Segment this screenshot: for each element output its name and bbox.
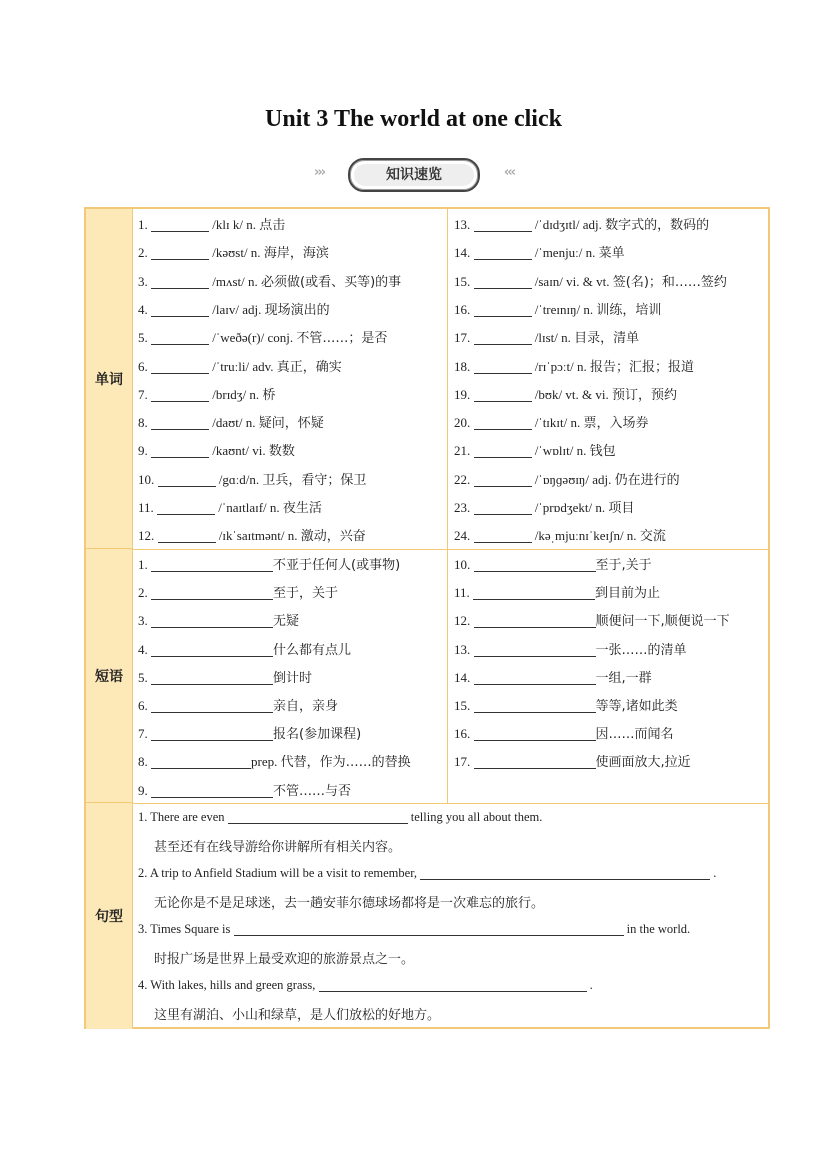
meaning: 签(名)；和……签约 [612,274,727,290]
meaning: 因……而闻名 [595,727,674,743]
vocab-item [138,353,342,381]
answer-blank[interactable] [151,557,273,572]
answer-blank[interactable] [151,698,273,713]
item-number: 14. [454,669,474,685]
sentence-end: telling you all about them. [407,810,543,824]
answer-blank[interactable] [151,613,273,628]
meaning: 无疑 [273,614,300,630]
answer-blank[interactable] [157,500,215,515]
answer-blank[interactable] [319,977,587,992]
item-number: 10. [138,471,158,487]
answer-blank[interactable] [474,302,532,317]
item-number: 19. [454,386,474,402]
arrows-left-icon: ‹‹‹ [503,165,514,180]
answer-blank[interactable] [474,642,596,657]
phonetic: /ˈweðə(r)/ conj. [209,330,297,346]
banner-label: 知识速览 [354,164,474,186]
meaning: 数数 [268,444,295,460]
knowledge-table [84,207,770,1029]
item-number: 11. [138,500,158,515]
item-number: 2. [138,585,151,601]
answer-blank[interactable] [474,472,532,487]
answer-blank[interactable] [151,415,209,430]
phonetic: /bʊk/ vt. & vi. [531,386,612,402]
item-number: 7. [138,386,151,402]
phonetic: /ˈɒŋɡəʊɪŋ/ adj. [531,471,615,487]
item-number: 12. [138,528,158,544]
phrase-item [454,720,674,748]
vocab-item [454,381,677,409]
meaning: 亲自，亲身 [273,699,339,714]
vocab-item [138,437,295,465]
vocab-item [138,466,366,494]
answer-blank[interactable] [474,245,532,260]
meaning: 预订，预约 [611,387,677,403]
meaning: 不亚于任何人(或事物) [273,558,401,573]
sentence-start: Times Square is [150,922,234,936]
sentence-start: There are even [150,810,228,824]
item-number: 16. [454,726,474,742]
meaning: 交流 [639,529,666,545]
item-number: 4. [138,978,151,992]
part-of-speech: prep. [251,754,281,770]
meaning: 点击 [259,218,286,233]
answer-blank[interactable] [151,670,273,685]
meaning: 训练，培训 [596,302,662,318]
meaning: 钱包 [589,444,616,460]
divider [132,209,133,1029]
answer-blank[interactable] [234,921,624,936]
meaning: 不管……；是否 [296,331,388,347]
answer-blank[interactable] [474,387,532,402]
meaning: 目录，清单 [574,331,640,347]
meaning: 一张……的清单 [595,642,687,658]
item-number: 8. [138,415,151,431]
vocab-item [138,211,285,239]
answer-blank[interactable] [151,245,209,260]
item-number: 5. [138,669,151,685]
arrows-right-icon: ››› [314,165,325,180]
phonetic: /ˈtɪkɪt/ n. [531,415,584,431]
meaning: 真正，确实 [276,359,342,375]
vocab-item [454,353,694,381]
item-number: 1. [138,810,151,824]
sentence-item [138,977,593,993]
item-number: 24. [454,528,474,544]
phonetic: /ˈprɒdʒekt/ n. [531,500,609,515]
answer-blank[interactable] [474,330,532,345]
phonetic: /brɪdʒ/ n. [209,386,263,402]
answer-blank[interactable] [474,726,596,741]
phrase-item [454,579,660,607]
answer-blank[interactable] [473,585,595,600]
item-number: 10. [454,557,474,572]
phonetic: /laɪv/ adj. [209,301,265,317]
phrase-item [454,551,652,579]
phonetic: /saɪn/ vi. & vt. [531,273,613,289]
meaning: 至于，关于 [273,586,339,602]
meaning: 菜单 [598,246,625,262]
meaning: 到目前为止 [595,586,661,602]
item-number: 2. [138,866,150,880]
item-number: 13. [454,641,474,657]
answer-blank[interactable] [474,698,596,713]
page-title: Unit 3 The world at one click [265,106,562,132]
phrase-item [138,607,299,635]
phonetic: /mʌst/ n. [209,273,262,289]
category-sentence: 句型 [86,803,132,1029]
sentence-end: . [710,866,717,880]
meaning: 夜生活 [282,501,322,516]
sentence-translation: 时报广场是世界上最受欢迎的旅游景点之一。 [154,952,415,967]
item-number: 15. [454,698,474,713]
phonetic: /gɑːd/n. [215,471,263,487]
item-number: 22. [454,471,474,487]
sentence-translation: 甚至还有在线导游给你讲解所有相关内容。 [154,840,402,855]
phrase-item [138,551,400,579]
sentence-start: A trip to Anfield Stadium will be a visit to remember, [149,866,421,880]
category-phrase: 短语 [86,549,132,803]
phonetic: /lɪst/ n. [531,330,575,346]
sentence-end: . [586,978,593,992]
phonetic: /ˈtruːli/ adv. [209,358,277,374]
answer-blank[interactable] [151,783,273,798]
sentence-item [138,809,542,825]
item-number: 17. [454,330,474,346]
answer-blank[interactable] [151,359,209,374]
banner-pill [348,158,480,192]
item-number: 6. [138,698,151,713]
category-vocab: 单词 [86,209,132,549]
meaning: 报名(参加课程) [273,727,362,743]
item-number: 1. [138,217,151,232]
meaning: 现场演出的 [264,302,330,318]
sentence-translation: 无论你是不是足球迷，去一趟安菲尔德球场都将是一次难忘的旅行。 [154,896,545,911]
answer-blank[interactable] [151,642,273,657]
phrase-item [138,664,312,692]
phrase-item [138,720,361,748]
answer-blank[interactable] [474,754,596,769]
sentence-item [138,921,690,937]
vocab-item [138,239,329,267]
answer-blank[interactable] [151,217,209,232]
answer-blank[interactable] [151,585,273,600]
answer-blank[interactable] [151,302,209,317]
answer-blank[interactable] [151,443,209,458]
phrase-item [138,579,338,607]
answer-blank[interactable] [151,754,251,769]
answer-blank[interactable] [158,528,216,543]
phonetic: /ˈmenjuː/ n. [531,245,599,261]
vocab-item [454,324,639,352]
answer-blank[interactable] [474,500,532,515]
item-number: 9. [138,443,151,459]
answer-blank[interactable] [474,217,532,232]
vocab-item [454,268,727,296]
vocab-item [138,381,275,409]
vocab-item [138,409,324,437]
meaning: 桥 [262,387,276,403]
phonetic: /kəʊst/ n. [209,245,264,261]
phonetic: /kəˌmjuːnɪˈkeɪʃn/ n. [531,528,640,544]
phonetic: /klɪ k/ n. [209,217,260,232]
answer-blank[interactable] [474,415,532,430]
answer-blank[interactable] [151,274,209,289]
answer-blank[interactable] [474,359,532,374]
sentence-start: With lakes, hills and green grass, [150,978,319,992]
meaning: 疑问，怀疑 [258,416,324,432]
item-number: 13. [454,217,474,232]
meaning: 票，入场券 [583,416,649,432]
phrase-item [138,636,351,664]
item-number: 21. [454,443,474,459]
answer-blank[interactable] [228,809,408,824]
vocab-item [454,211,709,239]
answer-blank[interactable] [151,330,209,345]
meaning: 卫兵，看守；保卫 [262,472,367,488]
vocab-item [454,494,634,522]
phonetic: /ɪkˈsaɪtmənt/ n. [215,528,301,544]
meaning: 倒计时 [273,670,313,686]
meaning: 使画面放大,拉近 [595,755,691,771]
item-number: 17. [454,754,474,770]
phrase-item [454,607,730,635]
meaning: 代替，作为……的替换 [280,755,411,771]
meaning: 海岸，海滨 [263,246,329,262]
answer-blank[interactable] [474,274,532,289]
meaning: 一组,一群 [595,670,652,686]
item-number: 3. [138,922,151,936]
vocab-item [454,437,616,465]
meaning: 数字式的，数码的 [605,218,710,233]
item-number: 23. [454,500,474,515]
meaning: 仍在进行的 [614,472,680,488]
sentence-item [138,865,716,881]
phrase-item [138,748,411,776]
meaning: 项目 [608,501,635,516]
phonetic: /kaʊnt/ vi. [209,443,269,459]
item-number: 14. [454,245,474,261]
meaning: 等等,诸如此类 [595,699,678,714]
phonetic: /ˈtreɪnɪŋ/ n. [531,301,597,317]
vocab-item [454,296,661,324]
phonetic: /ˈwɒlɪt/ n. [531,443,590,459]
answer-blank[interactable] [151,726,273,741]
item-number: 7. [138,726,151,742]
item-number: 1. [138,557,151,572]
phrase-item [138,692,338,720]
item-number: 3. [138,613,151,629]
divider [447,209,448,803]
vocab-item [454,409,649,437]
answer-blank[interactable] [474,670,596,685]
meaning: 必须做(或看、买等)的事 [261,274,402,290]
answer-blank[interactable] [474,557,596,572]
item-number: 3. [138,273,151,289]
meaning: 报告；汇报；报道 [590,359,695,375]
answer-blank[interactable] [420,865,710,880]
item-number: 8. [138,754,151,770]
meaning: 顺便问一下,顺便说一下 [595,614,730,630]
item-number: 15. [454,273,474,289]
phrase-item [138,777,351,805]
item-number: 4. [138,641,151,657]
phonetic: /ˈnaɪtlaɪf/ n. [215,500,283,515]
item-number: 9. [138,782,151,798]
phonetic: /rɪˈpɔːt/ n. [531,358,590,374]
sentence-translation: 这里有湖泊、小山和绿草，是人们放松的好地方。 [154,1008,441,1023]
item-number: 11. [454,585,474,601]
phrase-item [454,664,652,692]
answer-blank[interactable] [474,443,532,458]
item-number: 5. [138,330,151,346]
vocab-item [454,522,666,550]
vocab-item [138,494,322,522]
vocab-item [138,268,401,296]
answer-blank[interactable] [158,472,216,487]
item-number: 16. [454,301,474,317]
answer-blank[interactable] [151,387,209,402]
item-number: 2. [138,245,151,261]
vocab-item [454,239,625,267]
item-number: 4. [138,301,151,317]
phrase-item [454,748,691,776]
vocab-item [138,324,387,352]
meaning: 至于,关于 [595,558,652,573]
meaning: 激动，兴奋 [300,529,366,545]
answer-blank[interactable] [474,613,596,628]
answer-blank[interactable] [474,528,532,543]
meaning: 什么都有点儿 [273,642,352,658]
item-number: 20. [454,415,474,431]
vocab-item [138,296,330,324]
section-banner [314,157,514,193]
meaning: 不管……与否 [273,783,352,799]
phrase-item [454,636,687,664]
item-number: 12. [454,613,474,629]
item-number: 18. [454,358,474,374]
vocab-item [454,466,680,494]
phonetic: /daʊt/ n. [209,415,259,431]
phonetic: /ˈdɪdʒɪtl/ adj. [531,217,606,232]
sentence-end: in the world. [623,922,691,936]
vocab-item [138,522,366,550]
phrase-item [454,692,678,720]
item-number: 6. [138,358,151,374]
